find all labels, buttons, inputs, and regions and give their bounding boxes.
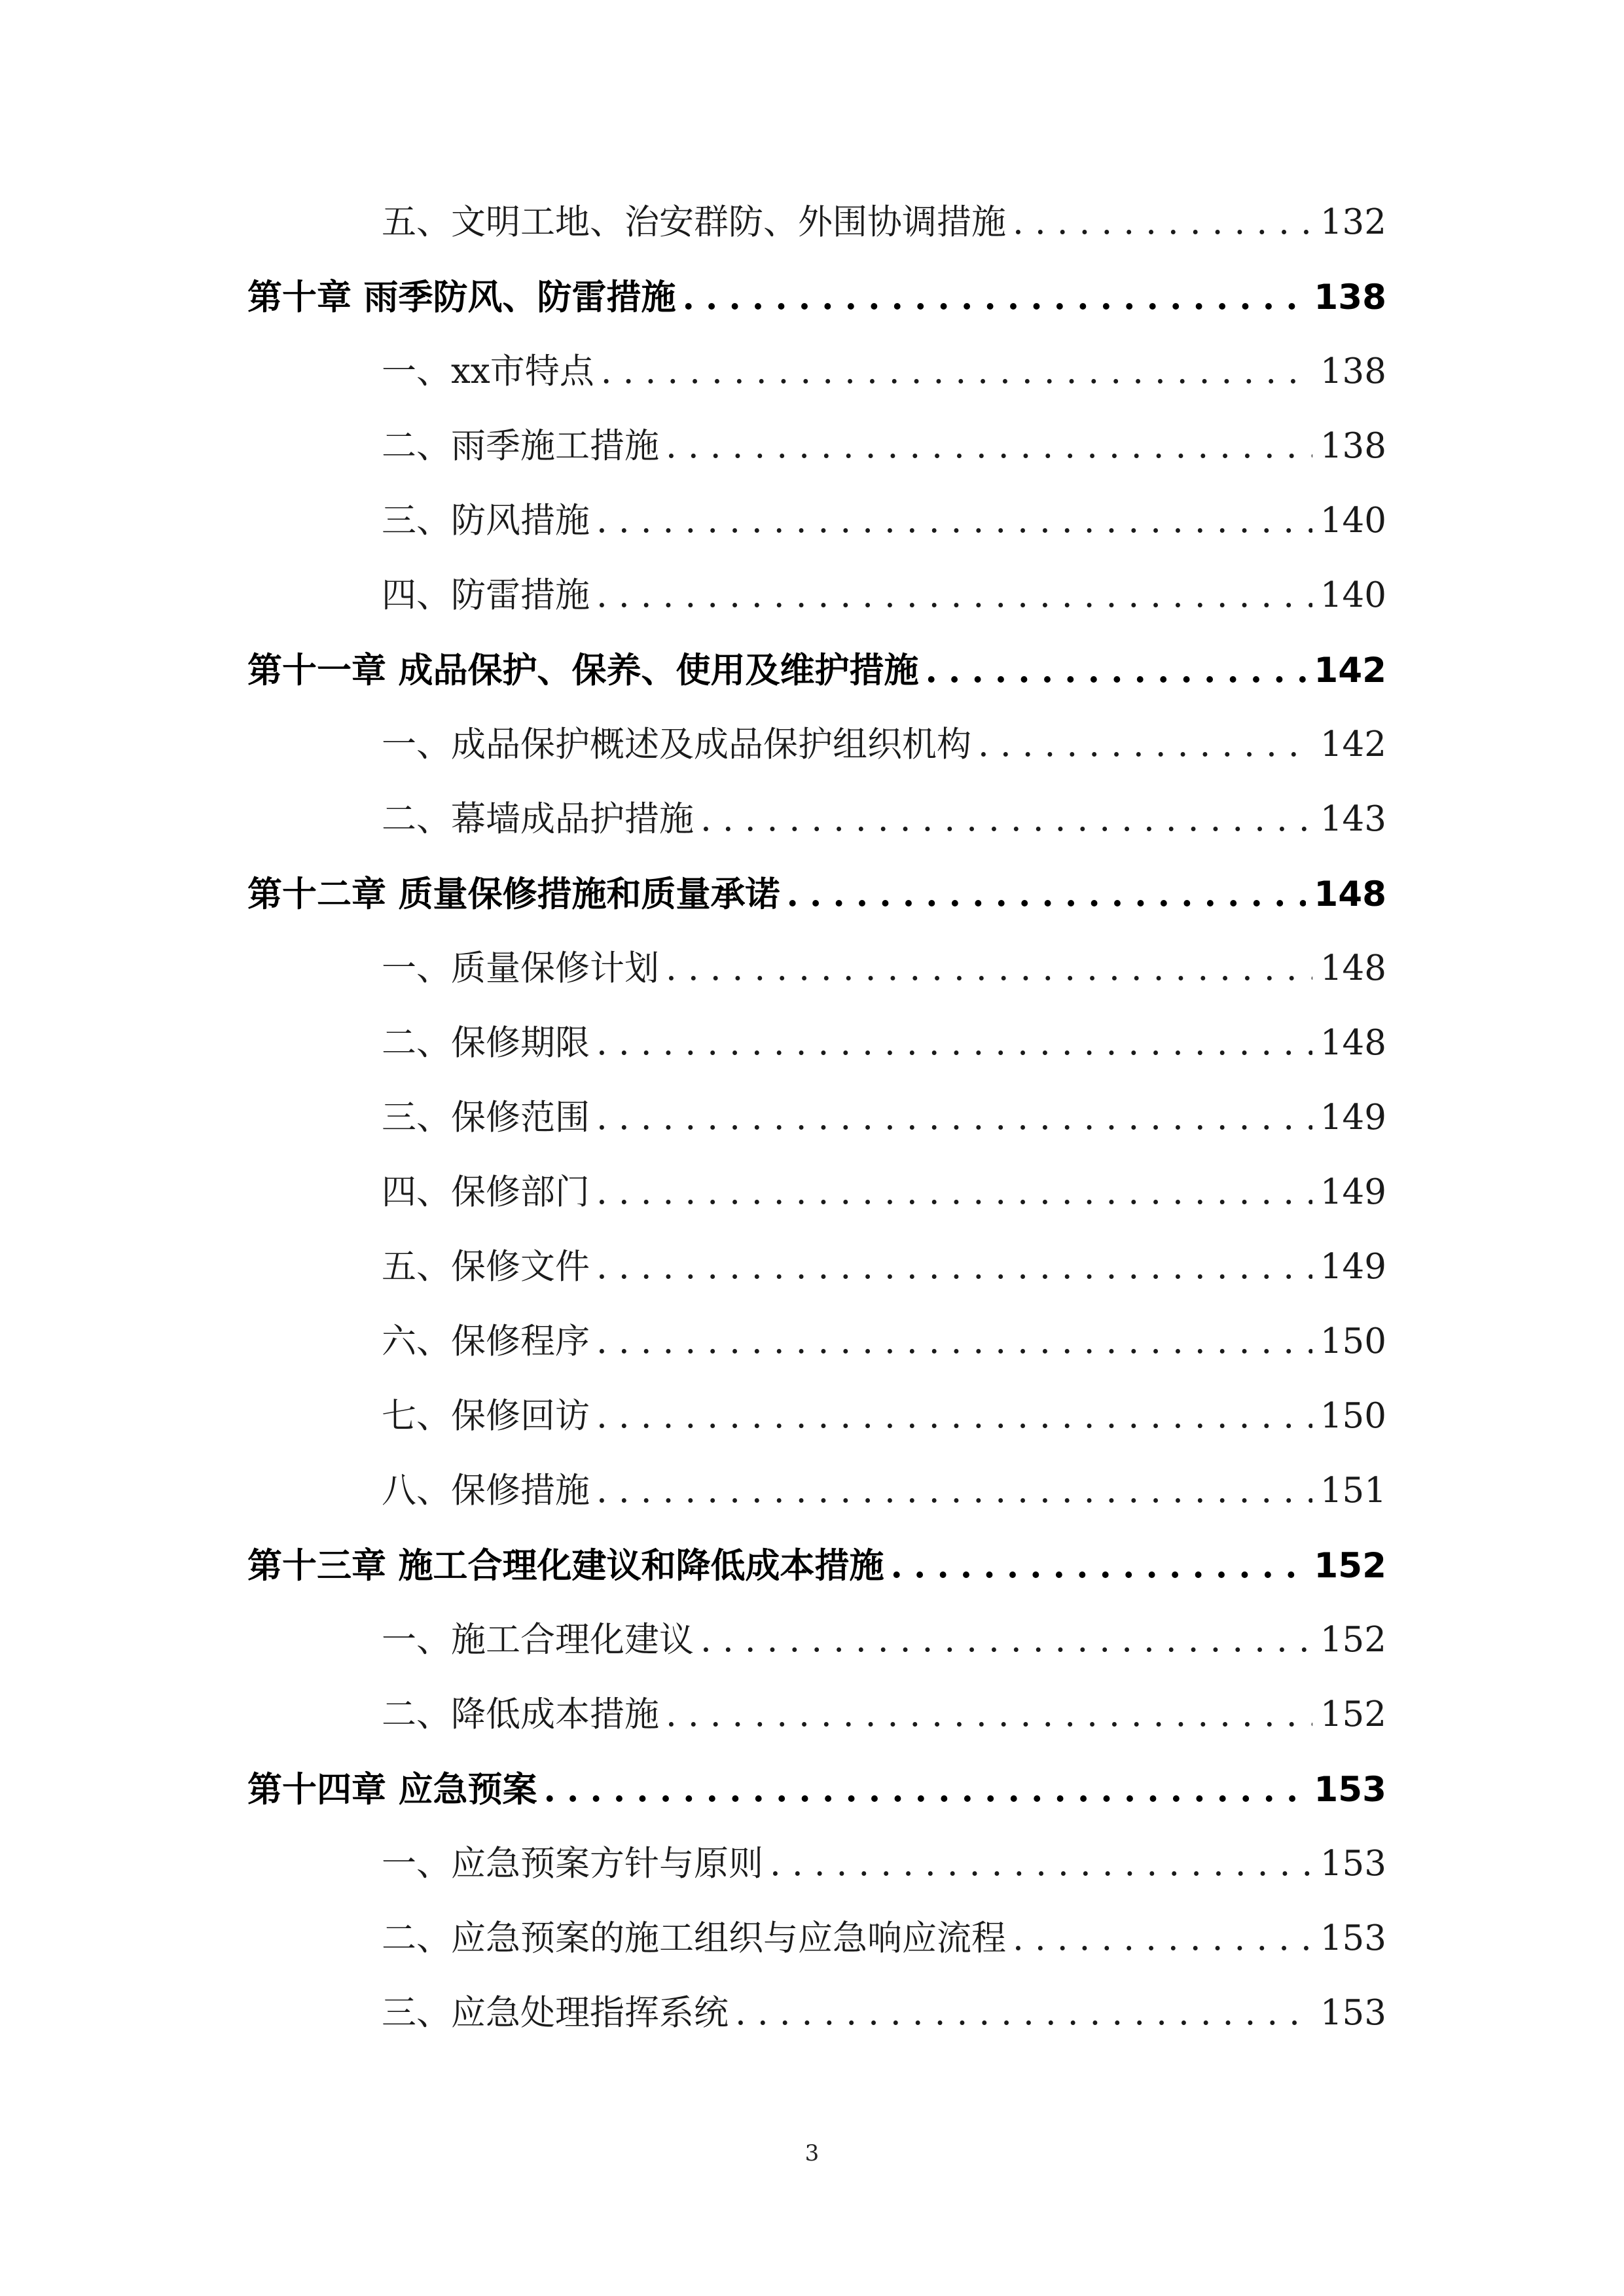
toc-entry-page: 152 <box>1320 1695 1386 1734</box>
toc-leader-dots <box>978 717 1312 772</box>
toc-entry-page: 153 <box>1320 1844 1386 1884</box>
toc-entry[interactable] <box>382 1613 1386 1668</box>
toc-entry-page: 151 <box>1320 1471 1386 1511</box>
toc-entry[interactable] <box>382 568 1386 623</box>
toc-leader-dots <box>596 1165 1312 1220</box>
toc-entry-title: 二、幕墙成品护措施 <box>382 799 694 839</box>
toc-leader-dots <box>666 419 1312 474</box>
toc-chapter-page: 138 <box>1314 278 1386 317</box>
toc-entry[interactable] <box>382 419 1386 474</box>
toc-entry-title: 七、保修回访 <box>382 1396 590 1436</box>
toc-entry-title: 六、保修程序 <box>382 1321 590 1361</box>
toc-entry[interactable] <box>382 493 1386 548</box>
toc-entry[interactable] <box>382 1016 1386 1071</box>
toc-entry[interactable] <box>382 344 1386 399</box>
toc-leader-dots <box>1013 195 1312 250</box>
toc-leader-dots <box>1013 1911 1312 1966</box>
toc-leader-dots <box>596 1090 1312 1145</box>
toc-entry-page: 149 <box>1320 1172 1386 1212</box>
toc-leader-dots <box>543 1762 1306 1817</box>
toc-chapter-title: 第十四章 应急预案 <box>247 1770 537 1810</box>
toc-entry[interactable] <box>382 1165 1386 1220</box>
toc-entry-page: 148 <box>1320 1023 1386 1063</box>
toc-leader-dots <box>596 1314 1312 1369</box>
toc-leader-dots <box>596 1240 1312 1295</box>
toc-entry[interactable] <box>382 1986 1386 2041</box>
toc-leader-dots <box>682 270 1306 325</box>
toc-leader-dots <box>596 493 1312 548</box>
toc-entry[interactable] <box>382 941 1386 996</box>
toc-chapter-page: 148 <box>1314 874 1386 914</box>
toc-entry-title: 二、降低成本措施 <box>382 1695 659 1734</box>
toc-entry[interactable] <box>382 1389 1386 1444</box>
toc-leader-dots <box>890 1538 1306 1593</box>
toc-entry[interactable] <box>382 717 1386 772</box>
toc-leader-dots <box>666 1687 1312 1742</box>
toc-chapter-entry[interactable] <box>247 867 1386 922</box>
toc-chapter-title: 第十章 雨季防风、防雷措施 <box>247 278 676 317</box>
toc-entry[interactable] <box>382 1837 1386 1892</box>
toc-entry-page: 153 <box>1320 1993 1386 2033</box>
toc-entry[interactable] <box>382 792 1386 847</box>
toc-entry[interactable] <box>382 1463 1386 1518</box>
toc-entry-title: 二、应急预案的施工组织与应急响应流程 <box>382 1918 1006 1958</box>
toc-chapter-page: 142 <box>1314 651 1386 691</box>
toc-entry[interactable] <box>382 1240 1386 1295</box>
toc-entry-page: 138 <box>1320 351 1386 391</box>
toc-leader-dots <box>786 867 1306 922</box>
toc-entry-page: 132 <box>1320 202 1386 242</box>
toc-entry-page: 150 <box>1320 1321 1386 1361</box>
toc-entry[interactable] <box>382 195 1386 250</box>
toc-entry-title: 五、保修文件 <box>382 1247 590 1287</box>
toc-chapter-title: 第十一章 成品保护、保养、使用及维护措施 <box>247 651 919 691</box>
toc-leader-dots <box>925 643 1306 698</box>
toc-leader-dots <box>596 568 1312 623</box>
toc-entry-title: 三、保修范围 <box>382 1098 590 1138</box>
toc-entry-page: 140 <box>1320 575 1386 615</box>
toc-entry[interactable] <box>382 1687 1386 1742</box>
toc-entry-page: 142 <box>1320 725 1386 764</box>
toc-entry-title: 二、保修期限 <box>382 1023 590 1063</box>
toc-entry-title: 二、雨季施工措施 <box>382 426 659 466</box>
toc-entry-page: 150 <box>1320 1396 1386 1436</box>
toc-chapter-entry[interactable] <box>247 1762 1386 1817</box>
toc-entry-page: 140 <box>1320 501 1386 541</box>
toc-entry-page: 138 <box>1320 426 1386 466</box>
toc-leader-dots <box>735 1986 1312 2041</box>
toc-entry-page: 152 <box>1320 1620 1386 1660</box>
toc-chapter-entry[interactable] <box>247 1538 1386 1593</box>
toc-entry-title: 一、成品保护概述及成品保护组织机构 <box>382 725 971 764</box>
toc-entry-title: 八、保修措施 <box>382 1471 590 1511</box>
toc-entry-page: 149 <box>1320 1247 1386 1287</box>
toc-entry-title: 一、质量保修计划 <box>382 948 659 988</box>
toc-leader-dots <box>601 344 1312 399</box>
toc-leader-dots <box>596 1463 1312 1518</box>
page-number: 3 <box>804 2140 820 2166</box>
toc-leader-dots <box>700 792 1312 847</box>
toc-chapter-title: 第十三章 施工合理化建议和降低成本措施 <box>247 1546 884 1586</box>
toc-chapter-entry[interactable] <box>247 270 1386 325</box>
toc-entry-title: 四、保修部门 <box>382 1172 590 1212</box>
toc-entry-page: 149 <box>1320 1098 1386 1138</box>
toc-chapter-page: 152 <box>1314 1546 1386 1586</box>
toc-entry-title: 三、防风措施 <box>382 501 590 541</box>
toc-entry-title: 一、应急预案方针与原则 <box>382 1844 763 1884</box>
toc-entry-title: 四、防雷措施 <box>382 575 590 615</box>
toc-leader-dots <box>596 1016 1312 1071</box>
toc-entry[interactable] <box>382 1090 1386 1145</box>
toc-entry-page: 148 <box>1320 948 1386 988</box>
toc-entry-page: 153 <box>1320 1918 1386 1958</box>
toc-entry-page: 143 <box>1320 799 1386 839</box>
toc-leader-dots <box>666 941 1312 996</box>
toc-entry-title: 一、施工合理化建议 <box>382 1620 694 1660</box>
toc-leader-dots <box>770 1837 1312 1892</box>
toc-leader-dots <box>596 1389 1312 1444</box>
toc-entry-title: 三、应急处理指挥系统 <box>382 1993 729 2033</box>
toc-chapter-title: 第十二章 质量保修措施和质量承诺 <box>247 874 780 914</box>
toc-chapter-page: 153 <box>1314 1770 1386 1810</box>
toc-entry-title: 五、文明工地、治安群防、外围协调措施 <box>382 202 1006 242</box>
toc-entry[interactable] <box>382 1911 1386 1966</box>
toc-entry-title: 一、xx市特点 <box>382 351 594 391</box>
toc-entry[interactable] <box>382 1314 1386 1369</box>
toc-leader-dots <box>700 1613 1312 1668</box>
toc-chapter-entry[interactable] <box>247 643 1386 698</box>
